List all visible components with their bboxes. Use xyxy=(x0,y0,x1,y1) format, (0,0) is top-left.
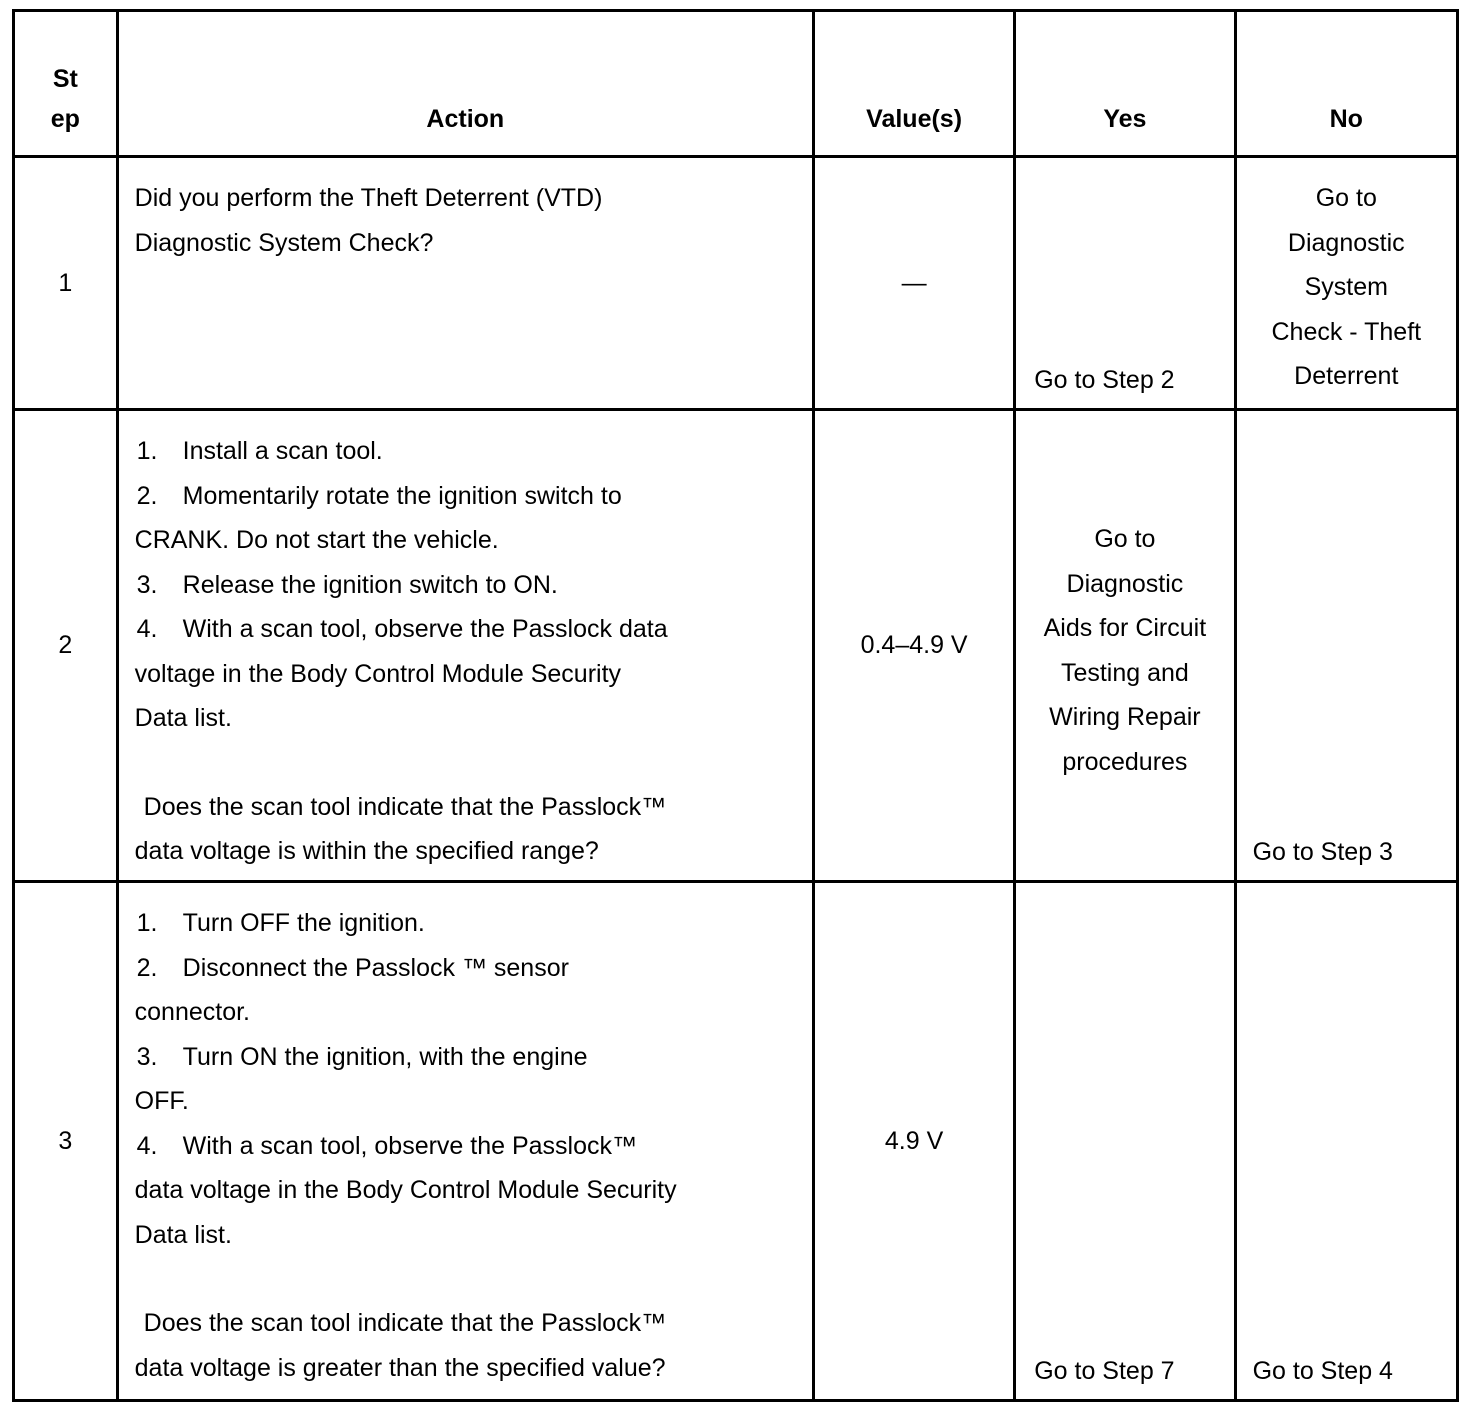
list-item: 4. With a scan tool, observe the Passlock™ xyxy=(136,1131,638,1160)
yes-cell: Go to Step 2 xyxy=(1015,157,1235,410)
list-item: 4. With a scan tool, observe the Passlock data xyxy=(136,615,668,643)
table-row-step-2 xyxy=(14,410,1458,882)
value-cell: 0.4–4.9 V xyxy=(813,410,1014,882)
list-item: 2. Disconnect the Passlock ™ sensor xyxy=(136,953,569,982)
list-item: 1. Install a scan tool. xyxy=(136,437,383,465)
list-item: 3. Turn ON the ignition, with the engine xyxy=(136,1042,588,1071)
table-row-step-3 xyxy=(14,882,1458,1401)
question-text: data voltage is within the specified range? xyxy=(134,837,599,865)
no-cell: Go to Diagnostic System Check - Theft Deterrent xyxy=(1235,157,1457,410)
list-item: 2. Momentarily rotate the ignition switch to xyxy=(136,481,622,510)
action-cell: 1. Turn OFF the ignition. 2. Disconnect the Passlock ™ sensor connector. 3. Turn ON the ignition, with the engine OFF. 4. With a scan tool, observe the Passlock™ data voltage in the Body Control Module Security Data list. Does the scan tool indicate that the Passlock™ data voltage is greater than the specified value? xyxy=(117,882,813,1401)
table-row-step-1 xyxy=(14,157,1458,410)
step-number: 1 xyxy=(14,157,118,410)
question-text: Does the scan tool indicate that the Passlock™ xyxy=(143,792,667,821)
step-number: 3 xyxy=(14,882,118,1401)
diagnostic-table xyxy=(12,9,1459,1402)
header-action: Action xyxy=(117,11,813,157)
header-step: St ep xyxy=(14,11,118,157)
no-cell: Go to Step 4 xyxy=(1235,882,1457,1401)
list-item: 1. Turn OFF the ignition. xyxy=(136,909,425,937)
step-number: 2 xyxy=(14,410,118,882)
question-text: Does the scan tool indicate that the Passlock™ xyxy=(143,1309,667,1337)
header-no: No xyxy=(1235,11,1457,157)
header-yes: Yes xyxy=(1015,11,1235,157)
yes-cell: Go to Step 7 xyxy=(1015,882,1235,1401)
header-values: Value(s) xyxy=(813,11,1014,157)
action-cell: 1. Install a scan tool. 2. Momentarily rotate the ignition switch to CRANK. Do not start the vehicle. 3. Release the ignition switch to ON. 4. With a scan tool, observe the Passlock data voltage in the Body Control Module Security Data list. Does the scan tool indicate that the Passlock™ data voltage is within the specified range? xyxy=(117,410,813,882)
value-cell: 4.9 V xyxy=(813,882,1014,1401)
header-row xyxy=(14,11,1458,157)
no-cell: Go to Step 3 xyxy=(1235,410,1457,882)
yes-cell: Go to Diagnostic Aids for Circuit Testing and Wiring Repair procedures xyxy=(1015,410,1235,882)
list-item: 3. Release the ignition switch to ON. xyxy=(136,570,558,599)
question-text: data voltage is greater than the specified value? xyxy=(134,1353,666,1382)
value-cell: — xyxy=(813,157,1014,410)
action-cell: Did you perform the Theft Deterrent (VTD) Diagnostic System Check? xyxy=(117,157,813,410)
